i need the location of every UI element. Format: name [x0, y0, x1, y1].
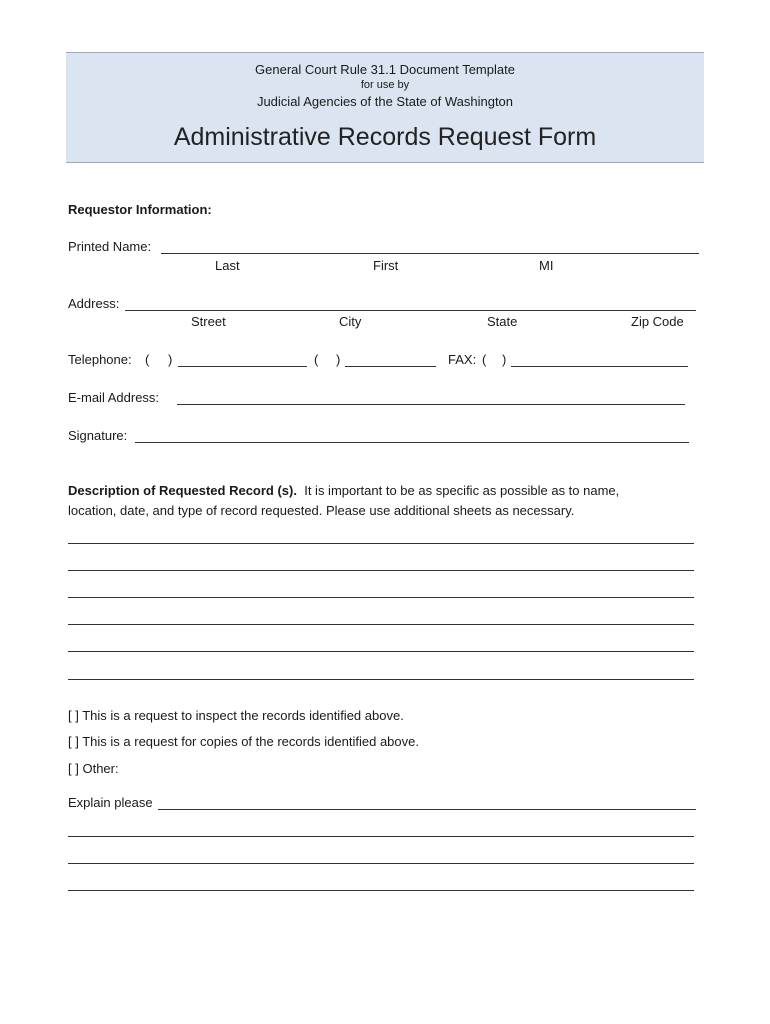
description-line-5[interactable]: [68, 651, 694, 652]
address-label: Address:: [68, 296, 120, 311]
address-street-label: Street: [191, 314, 226, 329]
address-city-label: City: [339, 314, 362, 329]
description-line-2[interactable]: [68, 570, 694, 571]
telephone-field[interactable]: [178, 366, 307, 367]
fax-paren-close: ): [502, 352, 507, 367]
telephone-paren-close: ): [168, 352, 173, 367]
option-inspect[interactable]: [68, 708, 404, 723]
printed-name-label: Printed Name:: [68, 239, 152, 254]
signature-field[interactable]: [135, 442, 689, 443]
option-other[interactable]: [68, 761, 119, 776]
option-inspect-label: This is a request to inspect the records identified above.: [82, 708, 404, 723]
address-zip-label: Zip Code: [631, 314, 684, 329]
email-field[interactable]: [177, 404, 685, 405]
explain-line-3[interactable]: [68, 863, 694, 864]
description-line-3[interactable]: [68, 597, 694, 598]
header-rule-line: General Court Rule 31.1 Document Template: [255, 62, 515, 77]
description-text-1: It is important to be as specific as possible as to name,: [304, 483, 620, 498]
requestor-heading: Requestor Information:: [68, 202, 212, 217]
email-label: E-mail Address:: [68, 390, 160, 405]
name-mi-label: MI: [539, 258, 554, 273]
description-heading: Description of Requested Record (s).: [68, 483, 297, 498]
description-paragraph-1: [68, 483, 619, 498]
address-field[interactable]: [125, 310, 696, 311]
option-inspect-checkbox[interactable]: [ ]: [68, 708, 79, 723]
fax-label: FAX:: [448, 352, 477, 367]
form-header: [66, 52, 704, 163]
explain-label: Explain please: [68, 795, 153, 810]
signature-label: Signature:: [68, 428, 128, 443]
telephone-paren-open: (: [145, 352, 150, 367]
option-other-label: Other:: [82, 761, 119, 776]
option-copies-label: This is a request for copies of the records identified above.: [82, 734, 419, 749]
description-text-2: location, date, and type of record requested. Please use additional sheets as necessary.: [68, 503, 575, 518]
explain-line-4[interactable]: [68, 890, 694, 891]
telephone2-field[interactable]: [345, 366, 436, 367]
form-title: Administrative Records Request Form: [173, 123, 597, 151]
description-line-1[interactable]: [68, 543, 694, 544]
description-line-4[interactable]: [68, 624, 694, 625]
name-first-label: First: [373, 258, 399, 273]
telephone2-paren-close: ): [336, 352, 341, 367]
telephone-label: Telephone:: [68, 352, 132, 367]
explain-line-2[interactable]: [68, 836, 694, 837]
description-line-6[interactable]: [68, 679, 694, 680]
name-last-label: Last: [215, 258, 240, 273]
printed-name-field[interactable]: [161, 253, 699, 254]
header-for-use-by: for use by: [360, 79, 410, 91]
header-agency-line: Judicial Agencies of the State of Washington: [256, 94, 514, 109]
option-copies-checkbox[interactable]: [ ]: [68, 734, 79, 749]
option-copies[interactable]: [68, 734, 419, 749]
fax-paren-open: (: [482, 352, 487, 367]
option-other-checkbox[interactable]: [ ]: [68, 761, 79, 776]
address-state-label: State: [487, 314, 518, 329]
explain-line-1[interactable]: [158, 809, 696, 810]
fax-field[interactable]: [511, 366, 688, 367]
telephone2-paren-open: (: [314, 352, 319, 367]
